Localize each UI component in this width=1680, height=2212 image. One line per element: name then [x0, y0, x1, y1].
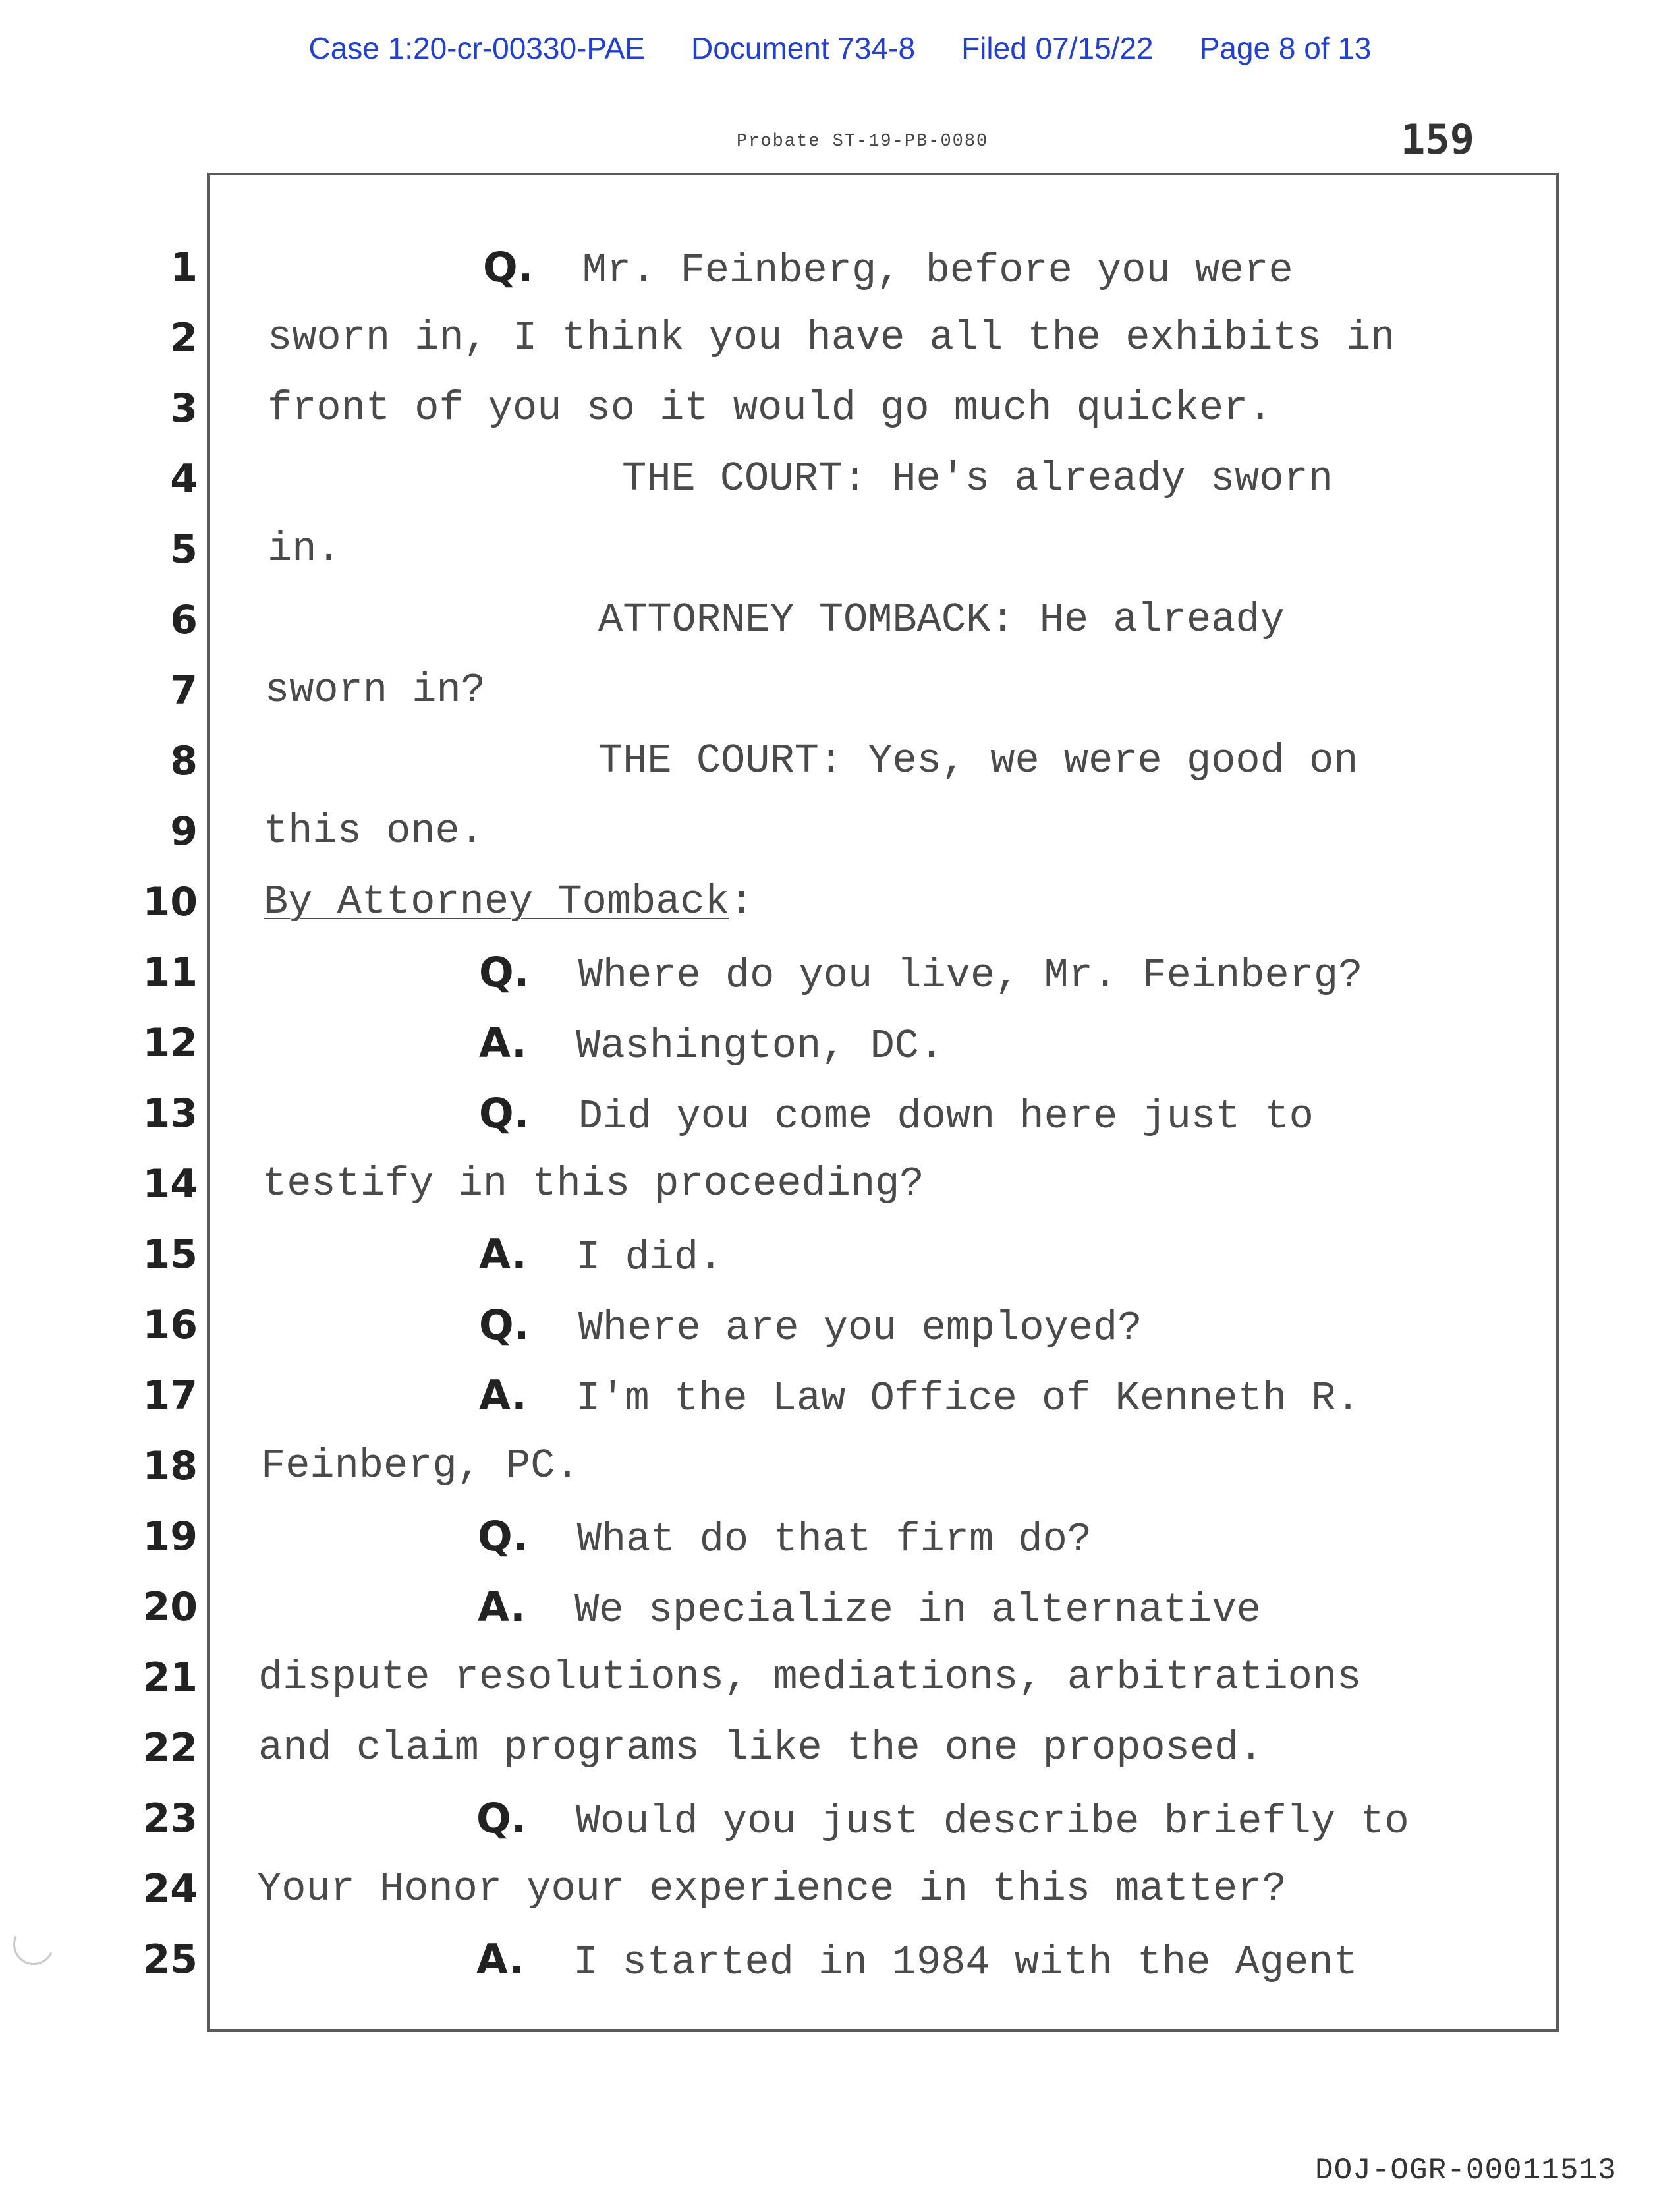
transcript-page-number: 159 — [1401, 115, 1474, 163]
line-text: this one. — [264, 808, 484, 855]
line-number: 20 — [142, 1584, 198, 1630]
line-text: Where do you live, Mr. Feinberg? — [578, 952, 1363, 999]
line-number: 11 — [142, 950, 198, 996]
line-number: 17 — [142, 1373, 198, 1419]
line-number: 4 — [170, 456, 198, 502]
case-number: Case 1:20-cr-00330-PAE — [308, 31, 645, 65]
line-text: dispute resolutions, mediations, arbitrations — [258, 1654, 1362, 1701]
speaker-label: Q. — [479, 1089, 530, 1137]
transcript-line — [598, 596, 1285, 643]
line-text: and claim programs like the one proposed. — [258, 1724, 1264, 1771]
transcript-line — [483, 243, 1293, 294]
line-number: 23 — [142, 1796, 198, 1842]
line-text: in. — [267, 526, 341, 573]
transcript-line — [267, 385, 1273, 432]
line-text: sworn in? — [265, 667, 486, 714]
line-text: We specialize in alternative — [574, 1587, 1261, 1633]
transcript-line — [262, 1160, 924, 1207]
line-text: sworn in, I think you have all the exhibits in — [267, 314, 1395, 361]
scan-hole-mark — [7, 1918, 59, 1970]
line-number: 22 — [142, 1725, 198, 1771]
transcript-line — [264, 808, 484, 855]
examiner-heading: By Attorney Tomback — [264, 878, 729, 925]
filed-date: Filed 07/15/22 — [961, 31, 1154, 65]
line-number: 18 — [142, 1443, 198, 1489]
line-text: front of you so it would go much quicker. — [267, 385, 1273, 432]
line-number: 5 — [170, 526, 198, 573]
line-number: 8 — [170, 738, 198, 784]
transcript-line — [264, 878, 754, 925]
speaker-label: A. — [476, 1935, 524, 1983]
transcript-line — [257, 1865, 1287, 1912]
line-text: testify in this proceeding? — [262, 1160, 924, 1207]
line-text: Would you just describe briefly to — [575, 1798, 1409, 1845]
transcript-line — [479, 948, 1363, 999]
line-number: 15 — [142, 1232, 198, 1278]
transcript-line — [598, 737, 1358, 784]
transcript-line — [261, 1442, 580, 1489]
line-text: Feinberg, PC. — [261, 1442, 580, 1489]
transcript-line — [622, 455, 1333, 502]
line-text: I did. — [576, 1234, 723, 1281]
line-text: ATTORNEY TOMBACK: He already — [598, 596, 1285, 643]
line-number: 2 — [170, 315, 198, 361]
line-text: I started in 1984 with the Agent — [573, 1939, 1358, 1986]
bates-number: DOJ-OGR-00011513 — [1315, 2153, 1617, 2188]
document-number: Document 734-8 — [690, 31, 916, 65]
transcript-line — [267, 314, 1395, 361]
line-number: 9 — [170, 808, 198, 855]
transcript-line — [476, 1794, 1409, 1845]
line-number: 14 — [142, 1161, 198, 1207]
line-number: 3 — [170, 385, 198, 432]
speaker-label: Q. — [479, 948, 530, 996]
line-number: 13 — [142, 1091, 198, 1137]
transcript-line — [476, 1935, 1358, 1986]
speaker-label: A. — [479, 1371, 527, 1419]
page-of-total: Page 8 of 13 — [1199, 31, 1372, 65]
line-text: Your Honor your experience in this matter? — [257, 1865, 1287, 1912]
line-text: THE COURT: He's already sworn — [622, 455, 1333, 502]
line-number: 12 — [142, 1020, 198, 1066]
line-number: 21 — [142, 1655, 198, 1701]
speaker-label: Q. — [476, 1794, 527, 1842]
transcript-line — [478, 1512, 1092, 1563]
filing-header — [0, 30, 1680, 70]
transcript-line — [479, 1230, 723, 1281]
line-number: 7 — [170, 667, 198, 714]
line-text: Mr. Feinberg, before you were — [582, 247, 1293, 294]
line-text: THE COURT: Yes, we were good on — [598, 737, 1358, 784]
line-number: 6 — [170, 597, 198, 643]
line-number: 1 — [170, 244, 198, 291]
transcript-line — [479, 1301, 1142, 1351]
line-text: I'm the Law Office of Kenneth R. — [576, 1375, 1360, 1422]
line-text: Washington, DC. — [576, 1023, 944, 1069]
transcript-line — [258, 1724, 1264, 1771]
line-number: 16 — [142, 1302, 198, 1348]
line-text: Did you come down here just to — [578, 1093, 1314, 1140]
speaker-label: Q. — [483, 243, 534, 291]
line-text: What do that firm do? — [576, 1516, 1092, 1563]
line-number: 24 — [142, 1866, 198, 1912]
transcript-line — [478, 1583, 1261, 1633]
line-number: 10 — [142, 879, 198, 925]
speaker-label: A. — [479, 1230, 527, 1278]
speaker-label: Q. — [478, 1512, 528, 1560]
line-number: 25 — [142, 1937, 198, 1983]
line-text: Where are you employed? — [578, 1305, 1142, 1351]
transcript-line — [265, 667, 486, 714]
transcript-line — [479, 1089, 1314, 1140]
transcript-line — [479, 1019, 944, 1069]
transcript-line — [479, 1371, 1360, 1422]
heading-colon: : — [729, 878, 754, 925]
transcript-line — [258, 1654, 1362, 1701]
probate-case-label: Probate ST-19-PB-0080 — [737, 132, 989, 152]
line-number: 19 — [142, 1514, 198, 1560]
transcript-line — [267, 526, 341, 573]
speaker-label: A. — [479, 1019, 527, 1067]
speaker-label: A. — [478, 1583, 526, 1631]
speaker-label: Q. — [479, 1301, 530, 1349]
